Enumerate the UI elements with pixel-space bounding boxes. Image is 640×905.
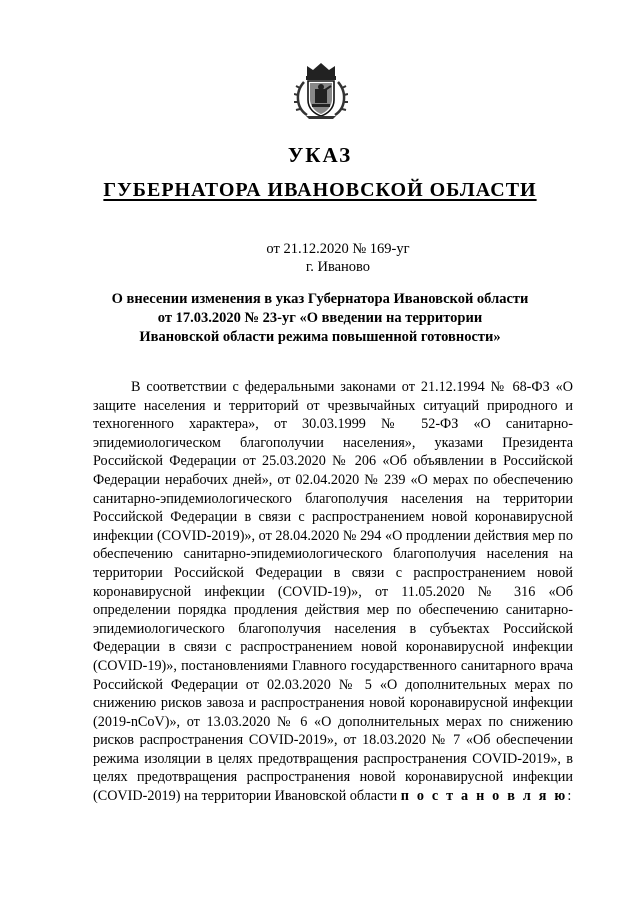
body-paragraph: [93, 378, 573, 806]
resolution-word: п о с т а н о в л я ю: [400, 788, 568, 805]
heading-line: от 17.03.2020 № 23-уг «О введении на территории: [157, 310, 483, 326]
coat-of-arms-icon: [294, 62, 348, 120]
heading-line: О внесении изменения в указ Губернатора Ивановской области: [111, 291, 529, 307]
document-heading: [84, 290, 556, 347]
document-date-number: от 21.12.2020 № 169-уг: [266, 241, 410, 257]
issuer-subtitle: ГУБЕРНАТОРА ИВАНОВСКОЙ ОБЛАСТИ: [103, 179, 537, 201]
document-title: УКАЗ: [287, 143, 353, 167]
resolution-colon: :: [567, 788, 572, 805]
document-city: г. Иваново: [305, 259, 371, 275]
document-meta: [0, 240, 640, 276]
heading-line: Ивановской области режима повышенной готовности»: [139, 329, 501, 345]
body-text: В соответствии с федеральными законами от 21.12.1994 № 68-ФЗ «О защите населения и территорий от чрезвычайных ситуаций природного и техногенного характера», от 30.03.1999 № 52-ФЗ «О санитарно-эпидемиологическом благополучии населения», указами Президента Российской Федерации от 25.03.2020 № 206 «Об объявлении в Российской Федерации нерабочих дней», от 02.04.2020 № 239 «О мерах по обеспечению санитарно-эпидемиологического благополучия населения на территории Российской Федерации в связи с распространением новой коронавирусной инфекции (COVID-2019)», от 28.04.2020 № 294 «О продлении действия мер по обеспечению санитарно-эпидемиологического благополучия населения на территории Российской Федерации в связи с распространением новой коронавирусной инфекции (COVID-19)», от 11.05.2020 № 316 «Об определении порядка продления действия мер по обеспечению санитарно-эпидемиологического благополучия населения в субъектах Российской Федерации в связи с распространением новой коронавирусной инфекции (COVID-19)», постановлениями Главного государственного санитарного врача Российской Федерации от 02.03.2020 № 5 «О дополнительных мерах по снижению рисков завоза и распространения новой коронавирусной инфекции (2019-nCoV)», от 13.03.2020 № 6 «О дополнительных мерах по снижению рисков распространения COVID-2019», от 18.03.2020 № 7 «Об обеспечении режима изоляции в целях предотвращения распространения COVID-2019», в целях предотвращения распространения новой коронавирусной инфекции (COVID-2019) на территории Ивановской области: [93, 379, 573, 805]
